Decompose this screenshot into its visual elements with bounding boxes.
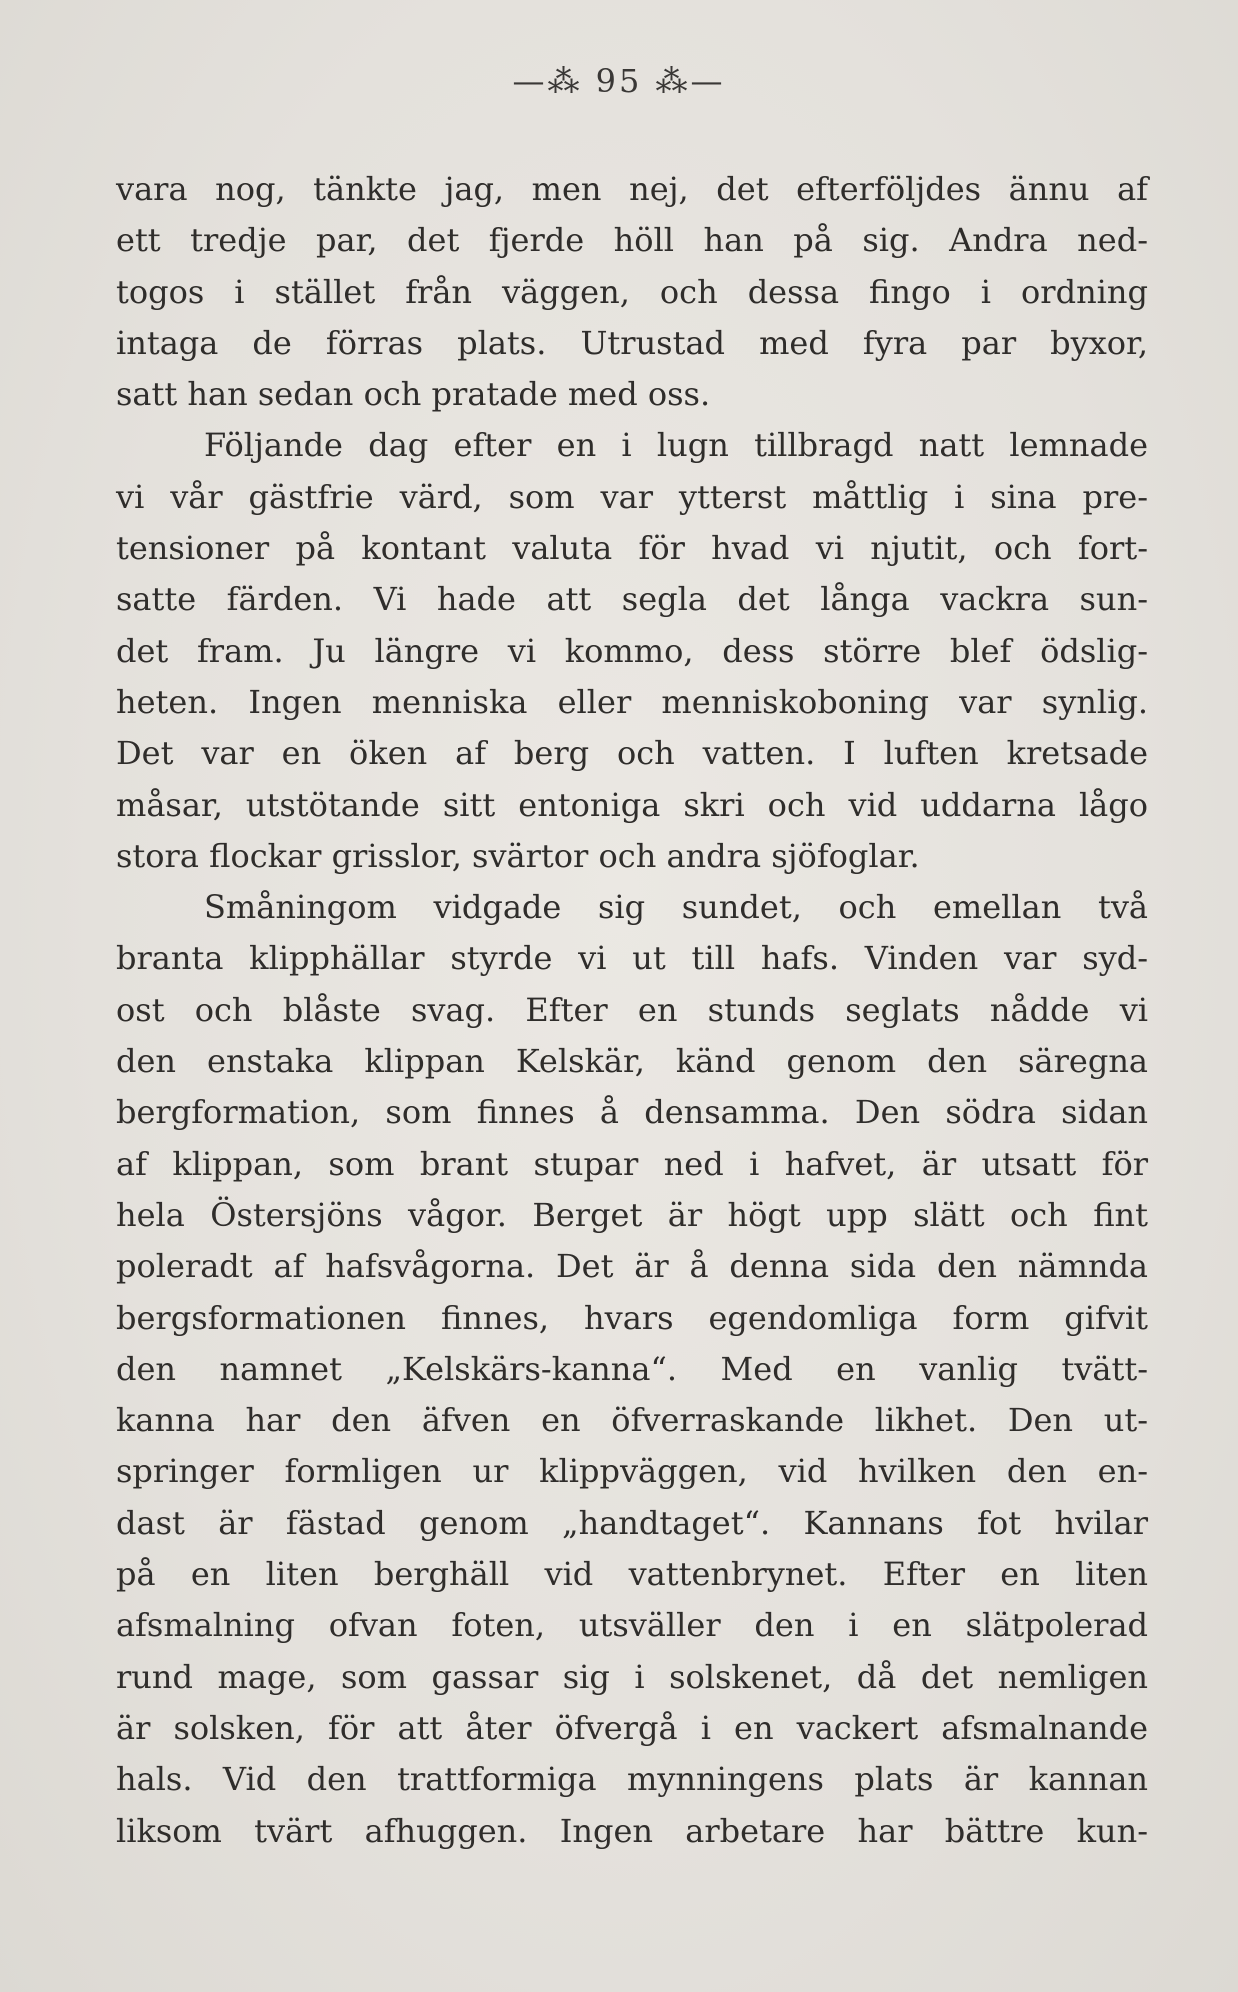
text-line: hals. Vid den trattformiga mynningens plats är kannan: [116, 1760, 1148, 1799]
page-number-header: —⁂ 95 ⁂—: [512, 62, 726, 100]
text-line: afsmalning ofvan foten, utsväller den i en slätpolerad: [116, 1606, 1148, 1645]
text-line: Det var en öken af berg och vatten. I luften kretsade: [116, 734, 1148, 773]
text-line: intaga de förras plats. Utrustad med fyra par byxor,: [116, 323, 1148, 362]
text-line: ost och blåste svag. Efter en stunds seglats nådde vi: [116, 990, 1148, 1029]
text-line: är solsken, för att åter öfvergå i en vackert afsmalnande: [116, 1708, 1148, 1747]
text-line: på en liten berghäll vid vattenbrynet. Efter en liten: [116, 1555, 1148, 1594]
text-line: bergformation, som finnes å densamma. Den södra sidan: [116, 1093, 1148, 1132]
page-body-text: [116, 164, 1148, 1857]
text-line: poleradt af hafsvågorna. Det är å denna sida den nämnda: [116, 1247, 1148, 1286]
text-line: satt han sedan och pratade med oss.: [116, 375, 711, 414]
text-line: liksom tvärt afhuggen. Ingen arbetare har bättre kun-: [116, 1811, 1148, 1850]
text-line: stora flockar grisslor, svärtor och andra sjöfoglar.: [116, 836, 920, 875]
text-line: bergsformationen finnes, hvars egendomliga form gifvit: [116, 1298, 1148, 1337]
text-line: dast är fästad genom „handtaget“. Kannans fot hvilar: [116, 1503, 1148, 1542]
text-line: den enstaka klippan Kelskär, känd genom den säregna: [116, 1042, 1148, 1081]
text-line: rund mage, som gassar sig i solskenet, då det nemligen: [116, 1657, 1148, 1696]
text-line: Följande dag efter en i lugn tillbragd natt lemnade: [204, 426, 1148, 465]
text-line: tensioner på kontant valuta för hvad vi njutit, och fort-: [116, 529, 1148, 568]
text-line: den namnet „Kelskärs-kanna“. Med en vanlig tvätt-: [116, 1349, 1148, 1388]
text-line: af klippan, som brant stupar ned i hafvet, är utsatt för: [116, 1144, 1148, 1183]
text-line: vi vår gästfrie värd, som var ytterst måttlig i sina pre-: [116, 477, 1148, 516]
text-line: togos i stället från väggen, och dessa fingo i ordning: [116, 272, 1148, 311]
text-line: heten. Ingen menniska eller menniskoboning var synlig.: [116, 682, 1148, 721]
text-line: satte färden. Vi hade att segla det långa vackra sun-: [116, 580, 1148, 619]
text-line: det fram. Ju längre vi kommo, dess större blef ödslig-: [116, 631, 1148, 670]
text-line: ett tredje par, det fjerde höll han på sig. Andra ned-: [116, 221, 1148, 260]
text-line: springer formligen ur klippväggen, vid hvilken den en-: [116, 1452, 1148, 1491]
text-line: måsar, utstötande sitt entoniga skri och vid uddarna lågo: [116, 785, 1148, 824]
text-line: Småningom vidgade sig sundet, och emellan två: [204, 888, 1148, 927]
text-line: vara nog, tänkte jag, men nej, det efterföljdes ännu af: [116, 170, 1148, 208]
text-line: kanna har den äfven en öfverraskande likhet. Den ut-: [116, 1401, 1148, 1440]
text-line: branta klipphällar styrde vi ut till hafs. Vinden var syd-: [116, 939, 1148, 978]
text-line: hela Östersjöns vågor. Berget är högt upp slätt och fint: [116, 1195, 1148, 1234]
